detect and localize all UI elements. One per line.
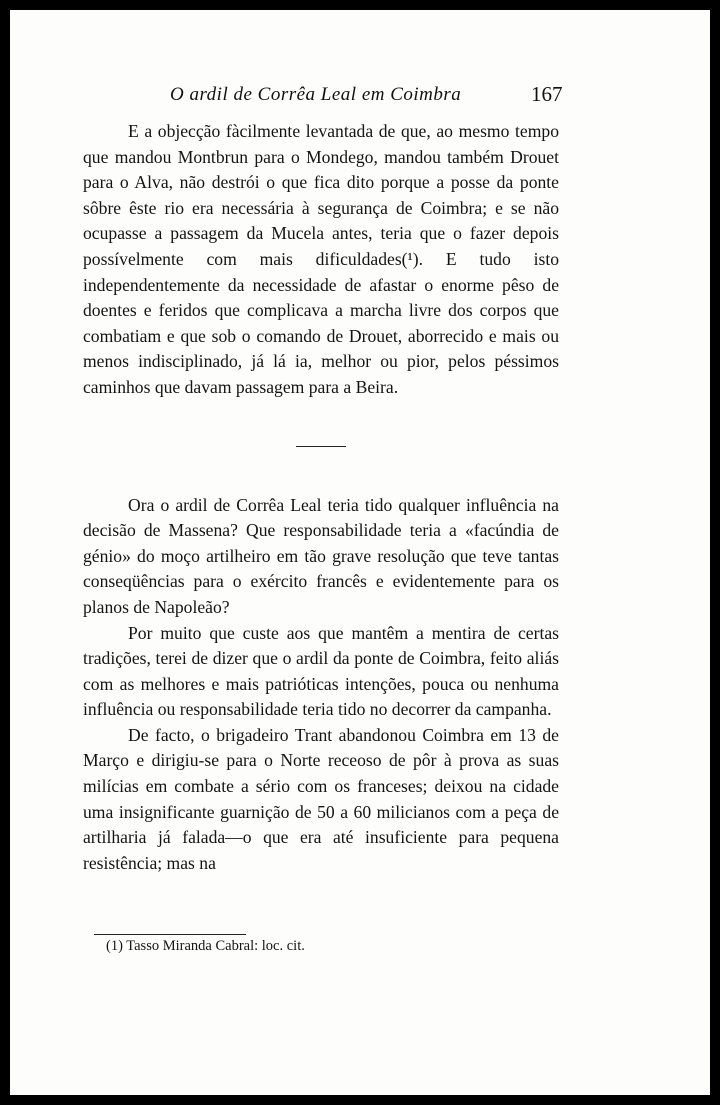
paragraph-1: E a objecção fàcilmente levantada de que, ao mesmo tempo que mandou Montbrun para o Mondego, mandou também Drouet para o Alva, não destrói o que fica dito porque a posse da ponte sôbre êste rio era necessária à segurança de Coimbra; e se não ocupasse a passagem da Mucela antes, teria que o fazer depois possívelmente com mais dificuldades(¹). E tudo isto independentemente da necessidade de afastar o enorme pêso de doentes e feridos que complicava a marcha livre dos corpos que combatiam e que sob o comando de Drouet, aborrecido e mais ou menos indisciplinado, já lá ia, melhor ou pior, pelos péssimos caminhos que davam passagem para a Beira.	[83, 121, 559, 397]
body-text	[83, 119, 559, 876]
section-separator	[296, 446, 346, 447]
page-number: 167	[531, 82, 563, 106]
running-title: O ardil de Corrêa Leal em Coimbra	[170, 84, 462, 105]
book-page	[10, 10, 710, 1095]
paragraph-3: Por muito que custe aos que mantêm a mentira de certas tradições, terei de dizer que o ardil da ponte de Coimbra, feito aliás com as melhores e mais patrióticas intenções, pouca ou nenhuma influência ou responsabilidade teria tido no decorrer da campanha.	[83, 622, 559, 720]
page-header	[10, 76, 710, 110]
footnote-rule	[94, 934, 246, 935]
paragraph-2: Ora o ardil de Corrêa Leal teria tido qualquer influência na decisão de Massena? Que responsabilidade teria a «facúndia de génio» do moço artilheiro em tão grave resolução que teve tantas conseqüências para o exército francês e evidentemente para os planos de Napoleão?	[83, 494, 559, 617]
footnote: (1) Tasso Miranda Cabral: loc. cit.	[106, 938, 305, 954]
paragraph-4: De facto, o brigadeiro Trant abandonou Coimbra em 13 de Março e dirigiu-se para o Norte receoso de pôr à prova as suas milícias em combate a sério com os franceses; deixou na cidade uma insignificante guarnição de 50 a 60 milicianos com a peça de artilharia já falada—o que era até insuficiente para pequena resistência; mas na	[83, 724, 559, 873]
